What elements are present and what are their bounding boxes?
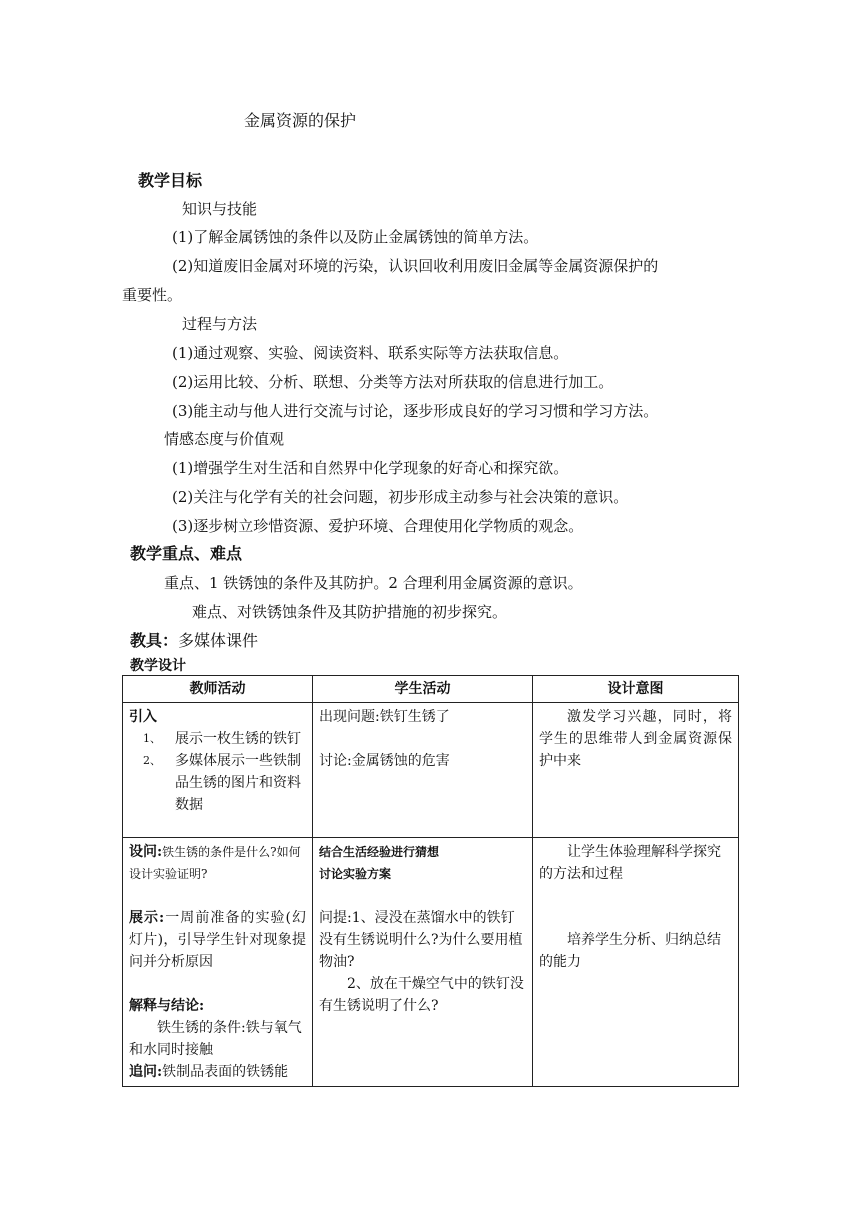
knowledge-item-2-continued: 重要性。	[122, 286, 183, 304]
cell-student-intro	[313, 703, 533, 838]
list-number: 1、	[143, 732, 161, 745]
cell-teacher-intro	[123, 703, 313, 838]
emotion-item-1: (1)增强学生对生活和自然界中化学现象的好奇心和探究欲。	[172, 459, 569, 477]
student-discussion: 讨论:金属锈蚀的危害	[319, 753, 450, 769]
subheading-knowledge: 知识与技能	[182, 200, 258, 218]
page-title: 金属资源的保护	[244, 111, 357, 130]
section-heading-goals: 教学目标	[138, 171, 203, 190]
list-item	[129, 750, 306, 816]
header-teacher: 教师活动	[123, 676, 313, 703]
table-header-row	[123, 676, 739, 703]
knowledge-item-2: (2)知道废旧金属对环境的污染，认识回收利用废旧金属等金属资源保护的	[172, 257, 659, 275]
table-row	[123, 838, 739, 1087]
knowledge-item-1: (1)了解金属锈蚀的条件以及防止金属锈蚀的简单方法。	[172, 228, 539, 246]
section-heading-design: 教学设计	[130, 658, 186, 674]
design-table	[122, 675, 739, 1087]
show-label: 展示:	[129, 910, 165, 926]
follow-paragraph	[129, 1061, 306, 1083]
emotion-item-2: (2)关注与化学有关的社会问题，初步形成主动参与社会决策的意识。	[172, 488, 629, 506]
key-difficulty: 难点、对铁锈蚀条件及其防护措施的初步探究。	[192, 603, 508, 621]
intro-title: 引入	[129, 709, 157, 725]
cell-teacher-inquiry	[123, 838, 313, 1087]
cell-intent-inquiry	[533, 838, 739, 1087]
cell-intent-intro	[533, 703, 739, 838]
process-item-3: (3)能主动与他人进行交流与讨论，逐步形成良好的学习习惯和学习方法。	[172, 402, 659, 420]
student-plan: 讨论实验方案	[319, 867, 392, 881]
student-problem: 出现问题:铁钉生锈了	[319, 709, 450, 725]
process-item-2: (2)运用比较、分析、联想、分类等方法对所获取的信息进行加工。	[172, 373, 614, 391]
student-question-2: 2、放在干燥空气中的铁钉没有生锈说明了什么?	[319, 976, 524, 1014]
intent-text-2: 培养学生分析、归纳总结的能力	[539, 932, 721, 970]
process-item-1: (1)通过观察、实验、阅读资料、联系实际等方法获取信息。	[172, 344, 569, 362]
follow-label: 追问:	[129, 1064, 163, 1080]
list-text: 多媒体展示一些铁制品生锈的图片和资料数据	[175, 753, 301, 813]
emotion-item-3: (3)逐步树立珍惜资源、爱护环境、合理使用化学物质的观念。	[172, 517, 584, 535]
list-number: 2、	[143, 754, 161, 767]
conclusion-text: 铁生锈的条件:铁与氧气和水同时接触	[129, 1020, 302, 1058]
subheading-process: 过程与方法	[182, 315, 258, 333]
show-text: 一周前准备的实验(幻灯片)，引导学生针对现象提问并分析原因	[129, 910, 306, 970]
cell-student-inquiry	[313, 838, 533, 1087]
list-text: 展示一枚生锈的铁钉	[175, 731, 301, 747]
list-item	[129, 728, 306, 750]
header-student: 学生活动	[313, 676, 533, 703]
table-row	[123, 703, 739, 838]
subheading-emotion: 情感态度与价值观	[164, 430, 285, 448]
student-question-1: 问提:1、浸没在蒸馏水中的铁钉没有生锈说明什么?为什么要用植物油?	[319, 910, 523, 970]
question-text: 铁生锈的条件是什么?如何设计实验证明?	[129, 845, 301, 881]
tools-value: 多媒体课件	[178, 631, 259, 650]
intent-text: 激发学习兴趣，同时，将学生的思维带人到金属资源保护中来	[539, 709, 732, 769]
show-paragraph	[129, 907, 306, 973]
conclusion-label: 解释与结论:	[129, 998, 205, 1014]
section-heading-key-points: 教学重点、难点	[130, 544, 243, 563]
question-label: 设问:	[129, 844, 163, 860]
intent-text-1: 让学生体验理解科学探究的方法和过程	[539, 844, 721, 882]
header-intent: 设计意图	[533, 676, 739, 703]
student-guess: 结合生活经验进行猜想	[319, 845, 440, 859]
tools-line	[130, 631, 258, 651]
question-paragraph	[129, 841, 306, 885]
key-focus: 重点、1 铁锈蚀的条件及其防护。2 合理利用金属资源的意识。	[164, 574, 583, 592]
follow-text: 铁制品表面的铁锈能	[162, 1064, 289, 1080]
tools-label: 教具：	[130, 631, 179, 650]
